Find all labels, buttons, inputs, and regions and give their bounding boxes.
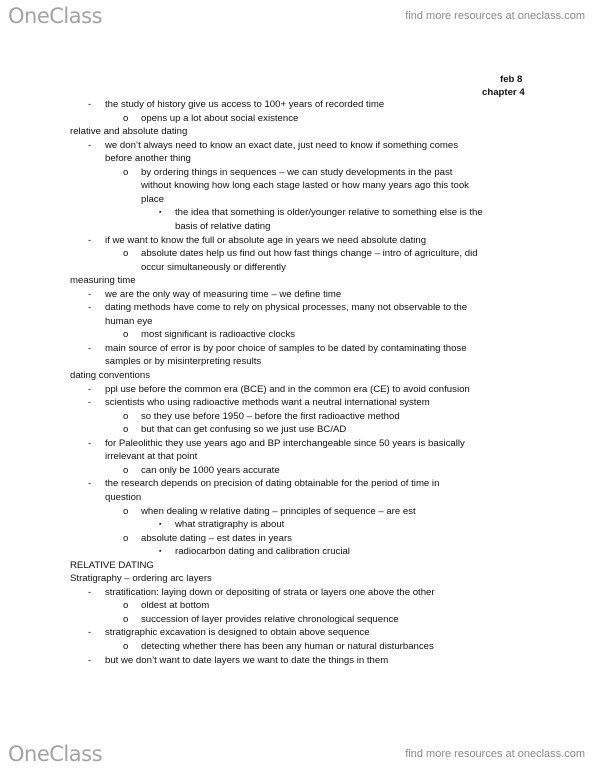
note-line: occur simultaneously or differently	[141, 261, 286, 273]
note-line: before another thing	[105, 153, 191, 165]
note-line: stratigraphic excavation is designed to obtain above sequence	[105, 627, 370, 639]
note-line: for Paleolithic they use years ago and BP interchangeable since 50 years is basically	[105, 437, 465, 449]
note-line: the idea that something is older/younger relative to something else is the	[175, 207, 483, 219]
page-header	[0, 0, 595, 38]
note-line: basis of relative dating	[175, 220, 271, 232]
note-line: most significant is radioactive clocks	[141, 329, 296, 341]
note-line: samples or by misinterpreting results	[105, 356, 262, 368]
note-line: question	[105, 491, 142, 503]
note-line: what stratigraphy is about	[175, 519, 285, 531]
list-marker: -	[88, 627, 92, 639]
note-date: feb 8	[500, 74, 523, 85]
list-marker: ▪	[159, 548, 162, 556]
note-line: radiocarbon dating and calibration crucial	[175, 546, 350, 558]
list-marker: -	[88, 99, 92, 110]
section-heading: measuring time	[70, 275, 136, 287]
note-line: main source of error is by poor choice of samples to be dated by contaminating those	[105, 342, 467, 354]
note-line: can only be 1000 years accurate	[141, 464, 280, 476]
note-line: the research depends on precision of dating obtainable for the period of time in	[105, 478, 440, 490]
note-line: without knowing how long each stage lasted or how many years ago this took	[141, 180, 469, 192]
note-line: absolute dating – est dates in years	[141, 532, 292, 544]
list-marker: o	[123, 410, 129, 422]
list-marker: ▪	[159, 209, 162, 217]
page-footer	[0, 735, 595, 770]
note-line: but that can get confusing so we just use BC/AD	[141, 424, 347, 436]
list-marker: o	[123, 464, 129, 476]
note-line: ppl use before the common era (BCE) and in the common era (CE) to avoid confusion	[105, 383, 470, 395]
list-marker: -	[88, 383, 92, 395]
oneclass-logo[interactable]: OneClass	[8, 4, 103, 28]
list-marker: -	[88, 437, 92, 449]
note-line: human eye	[105, 315, 153, 327]
list-marker: o	[123, 613, 129, 625]
note-line: if we want to know the full or absolute age in years we need absolute dating	[105, 234, 427, 246]
note-line: dating methods have come to rely on physical processes, many not observable to the	[105, 302, 468, 314]
note-line: scientists who using radioactive methods want a neutral international system	[105, 397, 430, 409]
promo-link[interactable]: find more resources at oneclass.com	[405, 748, 585, 760]
list-marker: -	[88, 302, 92, 314]
list-marker: o	[123, 532, 129, 544]
note-line: so they use before 1950 – before the first radioactive method	[141, 410, 400, 422]
note-line: irrelevant at that point	[105, 451, 198, 463]
note-line: place	[141, 193, 164, 205]
note-line: detecting whether there has been any human or natural disturbances	[141, 641, 434, 652]
section-heading: RELATIVE DATING	[70, 559, 154, 571]
list-marker: -	[88, 342, 92, 354]
list-marker: o	[123, 248, 129, 260]
note-line: absolute dates help us find out how fast things change – intro of agriculture, did	[141, 248, 478, 260]
note-line: stratification: laying down or depositing of strata or layers one above the other	[105, 586, 435, 598]
note-line: opens up a lot about social existence	[141, 112, 299, 124]
list-marker: -	[88, 139, 92, 151]
section-heading: dating conventions	[70, 370, 151, 381]
list-marker: o	[123, 166, 129, 178]
promo-link[interactable]: find more resources at oneclass.com	[405, 10, 585, 22]
list-marker: -	[88, 397, 92, 409]
list-marker: o	[123, 600, 129, 612]
note-line: when dealing w relative dating – principles of sequence – are est	[141, 505, 416, 517]
note-line: but we don’t want to date layers we want to date the things in them	[105, 654, 389, 666]
list-marker: ▪	[159, 521, 162, 529]
list-marker: -	[88, 586, 92, 598]
note-line: by ordering things in sequences – we can study developments in the past	[141, 166, 453, 178]
list-marker: o	[123, 641, 129, 652]
note-chapter: chapter 4	[482, 87, 525, 98]
list-marker: -	[88, 654, 92, 666]
note-line: succession of layer provides relative chronological sequence	[141, 613, 399, 625]
section-heading: relative and absolute dating	[70, 126, 188, 138]
note-line: we don’t always need to know an exact date, just need to know if something comes	[105, 139, 459, 151]
list-marker: -	[88, 478, 92, 490]
oneclass-logo[interactable]: OneClass	[8, 742, 103, 766]
list-marker: o	[123, 112, 129, 124]
section-heading: Stratigraphy – ordering arc layers	[70, 573, 212, 585]
list-marker: -	[88, 234, 92, 246]
note-line: we are the only way of measuring time – we define time	[105, 288, 342, 300]
list-marker: o	[123, 329, 129, 341]
list-marker: -	[88, 288, 92, 300]
note-line: oldest at bottom	[141, 600, 210, 612]
list-marker: o	[123, 505, 129, 517]
list-marker: o	[123, 424, 129, 436]
note-line: the study of history give us access to 100+ years of recorded time	[105, 99, 385, 110]
